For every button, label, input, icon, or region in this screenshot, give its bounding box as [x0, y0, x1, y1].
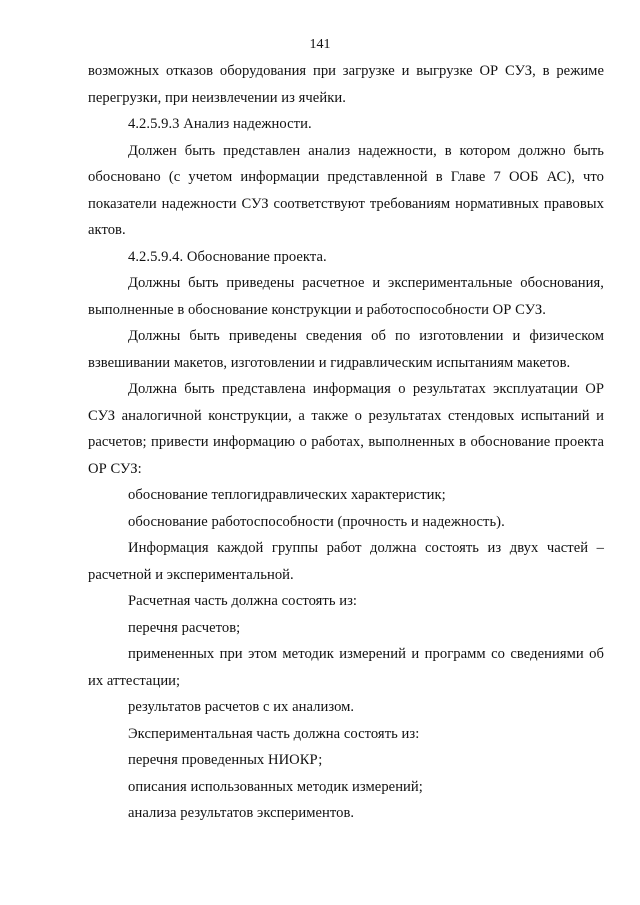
list-item-measurement-methods: описания использованных методик измерений;	[128, 778, 423, 795]
paragraph-reliability-analysis: Должен быть представлен анализ надежности, в котором должно быть обосновано (с учетом информации представленной в Главе 7 ООБ АС), что показатели надежности СУЗ соответствуют требованиям нормативных правовых актов.	[88, 142, 604, 238]
paragraph-continuation: возможных отказов оборудования при загрузке и выгрузке ОР СУЗ, в режиме перегрузки, при неизвлечении из ячейки.	[88, 63, 604, 106]
list-item-operability: обоснование работоспособности (прочность и надежность).	[128, 513, 505, 530]
section-heading-project-justification: 4.2.5.9.4. Обоснование проекта.	[128, 248, 327, 265]
list-item-thermohydraulic: обоснование теплогидравлических характеристик;	[128, 487, 446, 503]
section-heading-reliability-analysis: 4.2.5.9.3 Анализ надежности.	[128, 116, 312, 132]
list-item-research-list: перечня проведенных НИОКР;	[128, 752, 323, 768]
paragraph-calculation-justification: Должны быть приведены расчетное и экспериментальные обоснования, выполненные в обоснование конструкции и работоспособности ОР СУЗ.	[88, 275, 604, 318]
list-item-methods-programs: примененных при этом методик измерений и программ со сведениями об их аттестации;	[88, 646, 604, 689]
list-item-calculation-list: перечня расчетов;	[128, 619, 241, 636]
page-number: 141	[309, 37, 331, 52]
paragraph-experimental-part-heading: Экспериментальная часть должна состоять из:	[128, 725, 420, 742]
paragraph-operation-results: Должна быть представлена информация о результатах эксплуатации ОР СУЗ аналогичной конструкции, а также о результатах стендовых испытаний и расчетов; привести информацию о работах, выполненных в обоснование проекта ОР СУЗ:	[88, 381, 604, 477]
paragraph-work-groups: Информация каждой группы работ должна состоять из двух частей – расчетной и экспериментальной.	[88, 540, 604, 583]
list-item-experiment-analysis: анализа результатов экспериментов.	[128, 805, 355, 821]
page-body	[88, 58, 604, 827]
paragraph-calculation-part-heading: Расчетная часть должна состоять из:	[128, 593, 358, 609]
paragraph-mockup-information: Должны быть приведены сведения об по изготовлении и физическом взвешивании макетов, изготовлении и гидравлическим испытаниям макетов.	[88, 328, 604, 371]
list-item-calculation-results: результатов расчетов с их анализом.	[128, 699, 355, 715]
